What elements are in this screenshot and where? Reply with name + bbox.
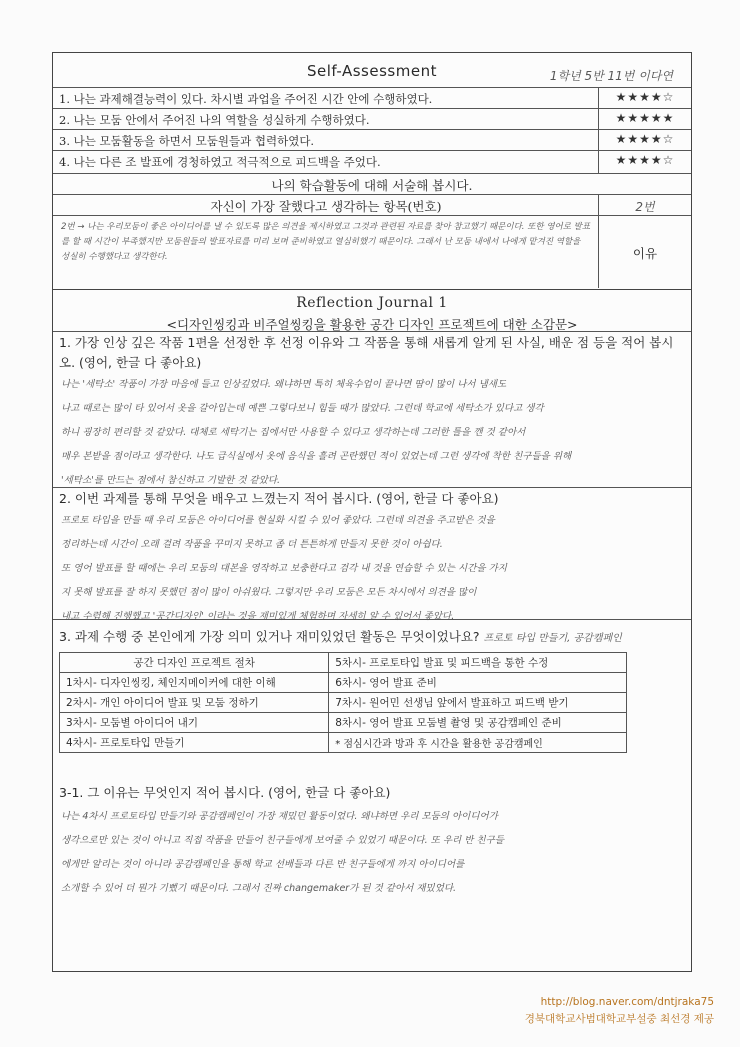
self-assessment-header [53, 53, 691, 87]
reason-text: 2번 → 나는 우리모둠이 좋은 아이디어를 낼 수 있도록 많은 의견을 제시하였고 그것과 관련된 자료를 찾아 참고했기 때문이다. 또한 영어로 발표를 할 때 시간이 부족했지만 모둠원들의 발표자료를 미리 보며 준비하였고 열심히했기 때문이다. 그래서 난 모둠 내에서 나에게 맡겨진 역할을 성실히 수행했다고 생각한다. [61, 222, 591, 262]
procedure-step: 8차시- 영어 발표 모둠별 촬영 및 공감캠페인 준비 [329, 713, 627, 733]
answer-3: 프로토 타입 만들기, 공감캠페인 [483, 633, 622, 644]
describe-heading-row [53, 174, 691, 194]
answer-2 [53, 509, 691, 629]
describe-heading: 나의 학습활동에 대해 서술해 봅시다. [271, 178, 473, 193]
star-rating: ★★★★☆ [615, 132, 675, 146]
footer-url: http://blog.naver.com/dntjraka75 [540, 996, 714, 1008]
answer-line: 나고 때로는 많이 타 있어서 옷을 갈아입는데 예쁜 그렇다보니 힘들 때가 많았다. 그런데 학교에 세탁소가 있다고 생각 [61, 403, 544, 414]
star-rating: ★★★★★ [615, 111, 675, 125]
answer-line: 생각으로만 있는 것이 아니고 직접 작품을 만들어 친구들에게 보여줄 수 있었기 때문이다. 또 우리 반 친구들 [61, 835, 504, 846]
answer-1 [53, 373, 691, 493]
procedure-step: 5차시- 프로토타입 발표 및 피드백을 통한 수정 [329, 653, 627, 673]
question-2-text: 2. 이번 과제를 통해 무엇을 배우고 느꼈는지 적어 봅시다. (영어, 한글 다 좋아요) [59, 491, 499, 506]
answer-line: 지 못해 발표를 잘 하지 못했던 점이 많이 아쉬웠다. 그렇지만 우리 모둠은 모든 차시에서 의견을 많이 [61, 587, 477, 598]
reason-label: 이유 [632, 246, 658, 261]
reflection-header [53, 291, 691, 331]
procedure-step: 4차시- 프로토타입 만들기 [60, 733, 329, 753]
answer-line: 소개할 수 있어 더 뭔가 기뻤기 때문이다. 그래서 진짜 changemaker가 된 것 같아서 재밌었다. [61, 883, 457, 894]
assessment-item-1 [53, 88, 691, 108]
student-name: 1학년 5반 11번 이다연 [549, 69, 673, 83]
question-3-1 [53, 783, 691, 803]
answer-line: 또 영어 발표를 할 때에는 우리 모둠의 대본을 영작하고 보충한다고 검각 내 것을 연습할 수 있는 시간을 가지 [61, 563, 507, 574]
procedure-note: * 점심시간과 방과 후 시간을 활용한 공감캠페인 [329, 733, 627, 753]
procedure-step: 7차시- 원어민 선생님 앞에서 발표하고 피드백 받기 [329, 693, 627, 713]
assessment-item-3 [53, 130, 691, 150]
question-2 [53, 489, 691, 509]
reflection-subtitle: <디자인씽킹과 비주얼씽킹을 활용한 공간 디자인 프로젝트에 대한 소감문> [166, 317, 578, 332]
answer-line: 하니 굉장히 편리할 것 같았다. 대체로 세탁기는 집에서만 사용할 수 있다고 생각하는데 그러한 틀을 깬 것 같아서 [61, 427, 526, 438]
answer-line: '세탁소'를 만드는 점에서 참신하고 기발한 것 같았다. [61, 475, 281, 486]
procedure-step: 6차시- 영어 발표 준비 [329, 673, 627, 693]
best-item-row [53, 195, 691, 215]
answer-line: 에게만 알리는 것이 아니라 공감캠페인을 통해 학교 선배들과 다른 반 친구들에게 까지 아이디어를 [61, 859, 465, 870]
reflection-title: Reflection Journal 1 [296, 295, 448, 311]
question-1 [53, 333, 691, 373]
procedure-step: 2차시- 개인 아이디어 발표 및 모둠 정하기 [60, 693, 329, 713]
answer-3-1 [53, 805, 691, 901]
star-rating: ★★★★☆ [615, 153, 675, 167]
answer-line: 나는 '세탁소' 작품이 가장 마음에 들고 인상깊었다. 왜냐하면 특히 체육수업이 끝나면 땀이 많이 나서 냄새도 [61, 379, 507, 390]
assessment-item-text: 3. 나는 모둠활동을 하면서 모둠원들과 협력하였다. [59, 134, 315, 148]
answer-line: 매우 본받을 점이라고 생각한다. 나도 급식실에서 옷에 음식을 흘려 곤란했던 적이 있었는데 그런 생각에 착한 친구들을 위해 [61, 451, 572, 462]
assessment-item-text: 1. 나는 과제해결능력이 있다. 차시별 과업을 주어진 시간 안에 수행하였다. [59, 92, 433, 106]
procedure-step: 1차시- 디자인씽킹, 체인지메이커에 대한 이해 [60, 673, 329, 693]
self-assessment-title: Self-Assessment [307, 62, 437, 80]
question-1-text: 1. 가장 인상 깊은 작품 1편을 선정한 후 선정 이유와 그 작품을 통해 새롭게 알게 된 사실, 배운 점 등을 적어 봅시오. (영어, 한글 다 좋아요) [59, 335, 674, 370]
answer-line: 정리하는데 시간이 오래 걸려 작품을 꾸미지 못하고 좀 더 튼튼하게 만들지 못한 것이 아쉽다. [61, 539, 443, 550]
question-3-text: 3. 과제 수행 중 본인에게 가장 의미 있거나 재미있었던 활동은 무엇이었나요? [59, 629, 480, 644]
star-rating: ★★★★☆ [615, 90, 675, 104]
answer-line: 내고 수렴해 진행했고 '공간디자인' 이라는 것을 재미있게 체험하며 자세히 알 수 있어서 좋았다. [61, 611, 455, 622]
footer-credit: 경북대학교사범대학교부설중 최선경 제공 [524, 1013, 714, 1025]
assessment-item-text: 4. 나는 다른 조 발표에 경청하였고 적극적으로 피드백을 주었다. [59, 155, 381, 169]
best-item-value: 2번 [635, 200, 655, 214]
procedure-table-header: 공간 디자인 프로젝트 절차 [60, 653, 329, 673]
assessment-item-2 [53, 109, 691, 129]
procedure-step: 3차시- 모둠별 아이디어 내기 [60, 713, 329, 733]
assessment-item-text: 2. 나는 모둠 안에서 주어진 나의 역할을 성실하게 수행하였다. [59, 113, 370, 127]
answer-line: 나는 4차시 프로토타입 만들기와 공감캠페인이 가장 재밌던 활동이었다. 왜냐하면 우리 모둠의 아이디어가 [61, 811, 498, 822]
reason-row [53, 216, 691, 288]
answer-line: 프로토 타입을 만들 때 우리 모둠은 아이디어를 현실화 시킬 수 있어 좋았다. 그런데 의견을 주고받은 것을 [61, 515, 495, 526]
question-3-1-text: 3-1. 그 이유는 무엇인지 적어 봅시다. (영어, 한글 다 좋아요) [59, 785, 391, 800]
best-item-label: 자신이 가장 잘했다고 생각하는 항목(번호) [210, 199, 442, 214]
assessment-item-4 [53, 151, 691, 173]
procedure-table [59, 652, 627, 753]
worksheet [52, 52, 692, 972]
question-3 [53, 627, 691, 649]
